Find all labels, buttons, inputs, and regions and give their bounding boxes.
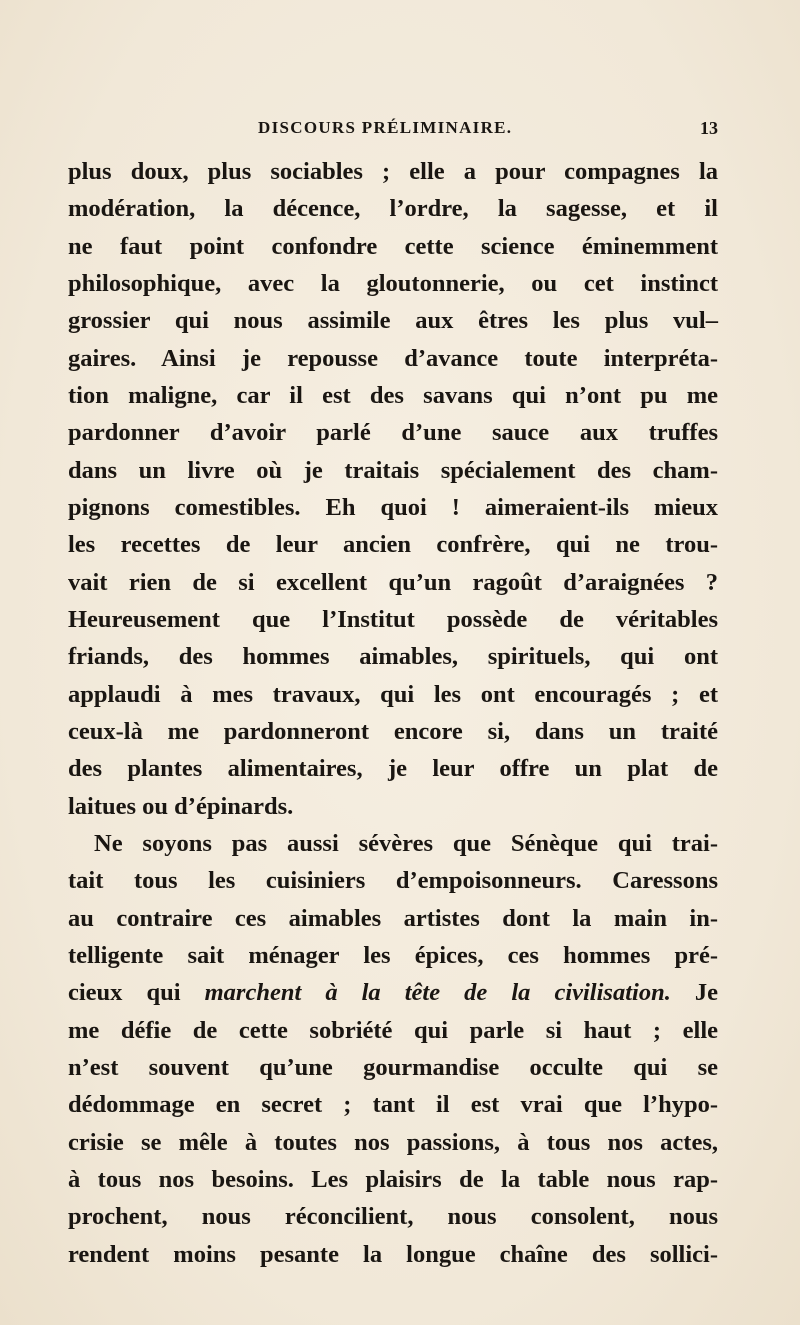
italic-phrase: marchent à la tête de la civilisation. [204, 979, 671, 1007]
text-line: gaires. Ainsi je repousse d’avance toute interpréta- [68, 344, 718, 372]
text-line: grossier qui nous assimile aux êtres les plus vul– [68, 307, 718, 335]
paragraph-end-line: laitues ou d’épinards. [68, 792, 294, 820]
text-line: rendent moins pesante la longue chaîne des sollici- [68, 1240, 718, 1268]
text-line: les recettes de leur ancien confrère, qui ne trou- [68, 531, 718, 559]
text-line: au contraire ces aimables artistes dont la main in- [68, 904, 718, 932]
paragraph-start-line: Ne soyons pas aussi sévères que Sénèque qui trai- [94, 829, 718, 857]
text-line: pardonner d’avoir parlé d’une sauce aux truffes [68, 419, 718, 447]
text-line: applaudi à mes travaux, qui les ont encouragés ; et [68, 680, 718, 708]
text-line: n’est souvent qu’une gourmandise occulte qui se [68, 1053, 718, 1081]
page-header [68, 118, 718, 144]
text-line: des plantes alimentaires, je leur offre un plat de [68, 755, 718, 783]
text-line-with-italic [68, 974, 718, 1011]
text-line: tion maligne, car il est des savans qui n’ont pu me [68, 381, 718, 409]
text-line: ne faut point confondre cette science éminemment [68, 232, 718, 260]
text-line: philosophique, avec la gloutonnerie, ou cet instinct [68, 269, 718, 297]
text-line: prochent, nous réconcilient, nous consolent, nous [68, 1203, 718, 1231]
running-head: DISCOURS PRÉLIMINAIRE. [258, 118, 513, 137]
text-line: modération, la décence, l’ordre, la sagesse, et il [68, 195, 718, 223]
text-line: tait tous les cuisiniers d’empoisonneurs. Caressons [68, 867, 718, 895]
text-line: ceux-là me pardonneront encore si, dans un traité [68, 717, 718, 745]
page-number: 13 [700, 118, 718, 138]
text-line: dans un livre où je traitais spécialement des cham- [68, 456, 718, 484]
text-line: dédommage en secret ; tant il est vrai que l’hypo- [68, 1091, 718, 1119]
text-line: friands, des hommes aimables, spirituels, qui ont [68, 643, 718, 671]
text-line: Heureusement que l’Institut possède de véritables [68, 605, 718, 633]
text-run: cieux qui [68, 979, 205, 1007]
text-line: pignons comestibles. Eh quoi ! aimeraient-ils mieux [68, 493, 718, 521]
text-line: me défie de cette sobriété qui parle si haut ; elle [68, 1016, 718, 1044]
text-line: telligente sait ménager les épices, ces hommes pré- [68, 941, 718, 969]
text-run: Je [670, 979, 719, 1007]
text-line: vait rien de si excellent qu’un ragoût d’araignées ? [68, 568, 718, 596]
body-text [68, 153, 718, 1273]
text-line: plus doux, plus sociables ; elle a pour compagnes la [68, 158, 718, 185]
text-line: crisie se mêle à toutes nos passions, à tous nos actes, [68, 1128, 718, 1156]
text-line: à tous nos besoins. Les plaisirs de la table nous rap- [68, 1165, 718, 1193]
